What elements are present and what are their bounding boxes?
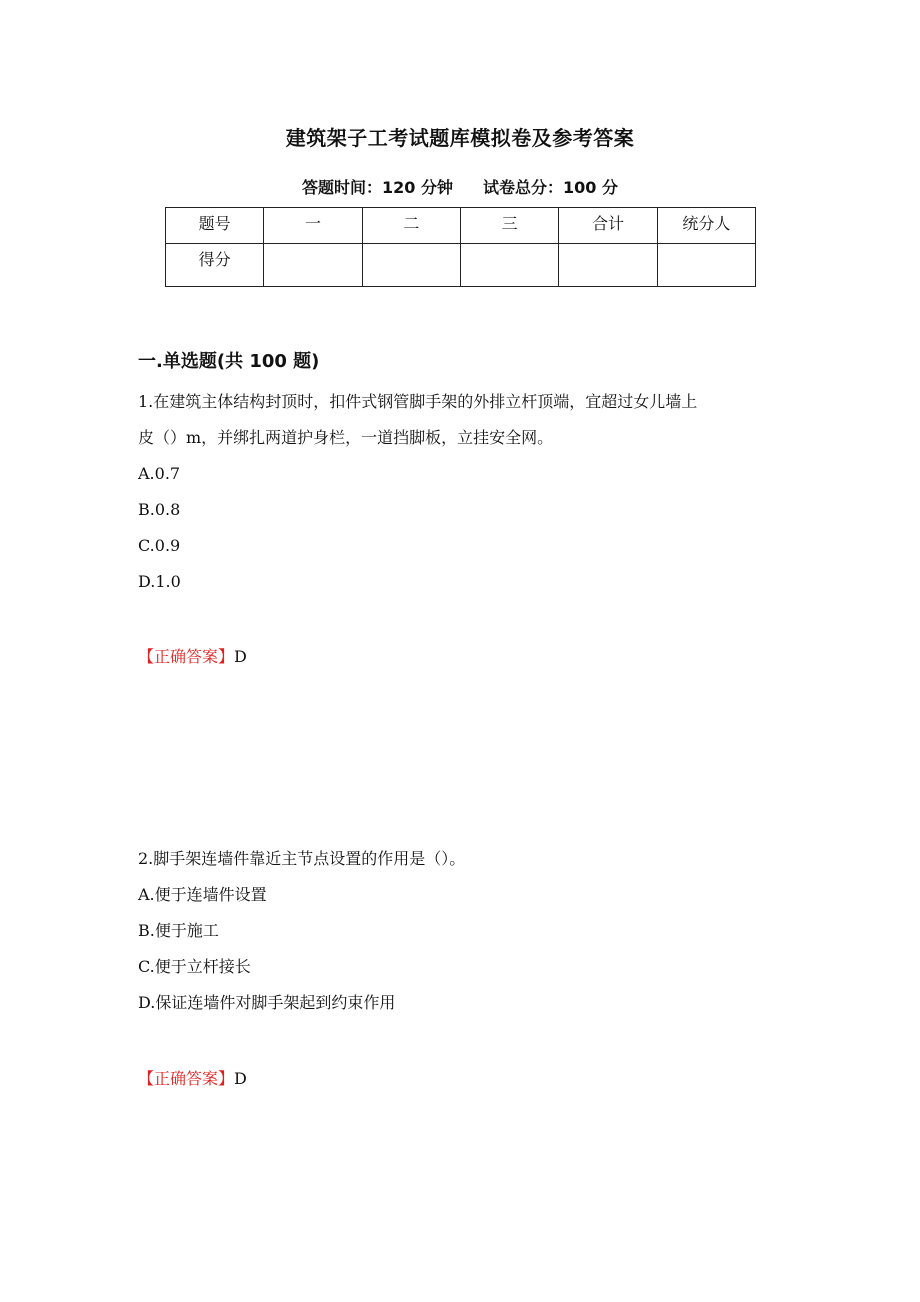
exam-time: 答题时间：120 分钟: [302, 178, 453, 197]
section-heading: 一.单选题(共 100 题): [138, 351, 320, 372]
answer-value: D: [234, 647, 247, 666]
answer-value: D: [234, 1069, 247, 1088]
question-stem: 2.脚手架连墙件靠近主节点设置的作用是（）。: [138, 849, 466, 868]
answer-1: [138, 644, 247, 667]
document-title: 建筑架子工考试题库模拟卷及参考答案: [285, 126, 635, 150]
score-table-header-cell: 题号: [166, 208, 264, 244]
score-table-header-cell: 统分人: [657, 208, 755, 244]
score-table-cell: [264, 244, 362, 287]
score-table-row-label: 得分: [166, 244, 264, 287]
question-1: [138, 384, 788, 600]
score-table-header-cell: 三: [460, 208, 558, 244]
score-table-header-row: [166, 208, 756, 244]
score-table-cell: [657, 244, 755, 287]
score-table-header-cell: 一: [264, 208, 362, 244]
question-option: A.0.7: [138, 464, 181, 483]
score-table-cell: [559, 244, 657, 287]
exam-meta: [0, 175, 920, 198]
score-table: [165, 207, 756, 287]
answer-2: [138, 1066, 247, 1089]
question-option: A.便于连墙件设置: [138, 885, 267, 904]
score-table-row: [166, 244, 756, 287]
score-table-cell: [460, 244, 558, 287]
answer-label: 【正确答案】: [138, 647, 235, 666]
question-2: [138, 841, 788, 1021]
question-option: D.1.0: [138, 572, 181, 591]
answer-label: 【正确答案】: [138, 1069, 235, 1088]
question-option: C.0.9: [138, 536, 181, 555]
question-option: B.0.8: [138, 500, 181, 519]
question-option: C.便于立杆接长: [138, 957, 251, 976]
question-option: B.便于施工: [138, 921, 219, 940]
score-table-header-cell: 合计: [559, 208, 657, 244]
score-table-cell: [362, 244, 460, 287]
question-stem: 1.在建筑主体结构封顶时，扣件式钢管脚手架的外排立杆顶端，宜超过女儿墙上: [138, 392, 698, 411]
question-stem: 皮（）m，并绑扎两道护身栏，一道挡脚板，立挂安全网。: [138, 428, 554, 447]
exam-total-score: 试卷总分：100 分: [483, 178, 618, 197]
question-option: D.保证连墙件对脚手架起到约束作用: [138, 993, 396, 1012]
score-table-header-cell: 二: [362, 208, 460, 244]
